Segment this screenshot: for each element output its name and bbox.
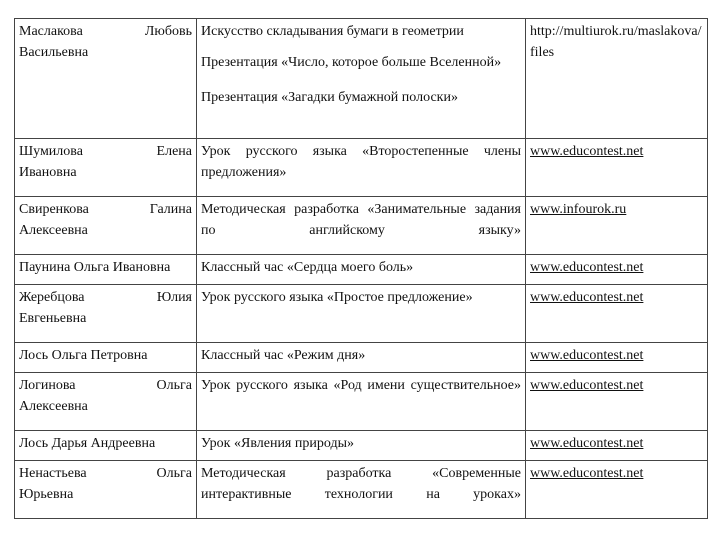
table-row <box>15 285 708 343</box>
author-name-line2: Васильевна <box>19 45 89 60</box>
work-cell <box>197 19 526 139</box>
work-cell <box>197 431 526 461</box>
work-title: Классный час «Режим дня» <box>201 348 366 363</box>
author-name-line1: Лось Дарья Андреевна <box>19 436 156 451</box>
author-name-line2: Юрьевна <box>19 487 74 502</box>
work-title: Урок «Явления природы» <box>201 436 354 451</box>
link-cell <box>526 19 708 139</box>
work-title: Урок русского языка «Род имени существительное» <box>201 378 521 393</box>
table-row <box>15 19 708 139</box>
work-title: Урок русского языка «Простое предложение» <box>201 290 473 305</box>
work-title: Методическая разработка «Занимательные задания по английскому языку» <box>201 202 521 238</box>
link-cell <box>526 343 708 373</box>
author-cell <box>15 139 197 197</box>
link-cell <box>526 255 708 285</box>
author-cell <box>15 197 197 255</box>
work-title: Искусство складывания бумаги в геометрии <box>201 24 464 39</box>
table-row <box>15 197 708 255</box>
work-title: Методическая разработка «Современные интерактивные технологии на уроках» <box>201 466 521 502</box>
author-cell <box>15 19 197 139</box>
link-cell <box>526 197 708 255</box>
work-cell <box>197 461 526 519</box>
author-name-line1: Логинова Ольга <box>19 378 192 393</box>
resource-link[interactable]: www.educontest.net <box>530 290 644 305</box>
work-title: Презентация «Число, которое больше Вселенной» <box>201 55 502 70</box>
work-title: Классный час «Сердца моего боль» <box>201 260 414 275</box>
author-cell <box>15 461 197 519</box>
author-cell <box>15 431 197 461</box>
author-name-line1: Свиренкова Галина <box>19 202 192 217</box>
teachers-works-table <box>14 18 708 519</box>
table-row <box>15 431 708 461</box>
link-cell <box>526 285 708 343</box>
resource-link[interactable]: www.educontest.net <box>530 348 644 363</box>
author-name-line2: Ивановна <box>19 165 77 180</box>
author-name-line1: Шумилова Елена <box>19 144 192 159</box>
resource-link[interactable]: http://multiurok.ru/maslakova/files <box>530 24 702 60</box>
resource-link[interactable]: www.educontest.net <box>530 378 644 393</box>
author-name-line1: Жеребцова Юлия <box>19 290 192 305</box>
author-name-line1: Паунина Ольга Ивановна <box>19 260 171 275</box>
author-name-line1: Лось Ольга Петровна <box>19 348 148 363</box>
author-cell <box>15 285 197 343</box>
table-row <box>15 343 708 373</box>
resource-link[interactable]: www.educontest.net <box>530 466 644 481</box>
link-cell <box>526 431 708 461</box>
author-cell <box>15 255 197 285</box>
table-row <box>15 373 708 431</box>
resource-link[interactable]: www.educontest.net <box>530 436 644 451</box>
link-cell <box>526 139 708 197</box>
author-cell <box>15 343 197 373</box>
table-row <box>15 461 708 519</box>
resource-link[interactable]: www.educontest.net <box>530 260 644 275</box>
work-cell <box>197 139 526 197</box>
work-title: Презентация «Загадки бумажной полоски» <box>201 90 458 105</box>
author-name-line2: Алексеевна <box>19 223 88 238</box>
work-cell <box>197 255 526 285</box>
author-name-line1: Маслакова Любовь <box>19 24 192 39</box>
work-title: Урок русского языка «Второстепенные члены предложения» <box>201 144 521 180</box>
author-name-line2: Евгеньевна <box>19 311 87 326</box>
work-cell <box>197 343 526 373</box>
author-name-line2: Алексеевна <box>19 399 88 414</box>
resource-link[interactable]: www.infourok.ru <box>530 202 627 217</box>
link-cell <box>526 461 708 519</box>
work-cell <box>197 197 526 255</box>
table-row <box>15 139 708 197</box>
work-cell <box>197 373 526 431</box>
table-row <box>15 255 708 285</box>
resource-link[interactable]: www.educontest.net <box>530 144 644 159</box>
work-cell <box>197 285 526 343</box>
author-cell <box>15 373 197 431</box>
link-cell <box>526 373 708 431</box>
author-name-line1: Ненастьева Ольга <box>19 466 192 481</box>
